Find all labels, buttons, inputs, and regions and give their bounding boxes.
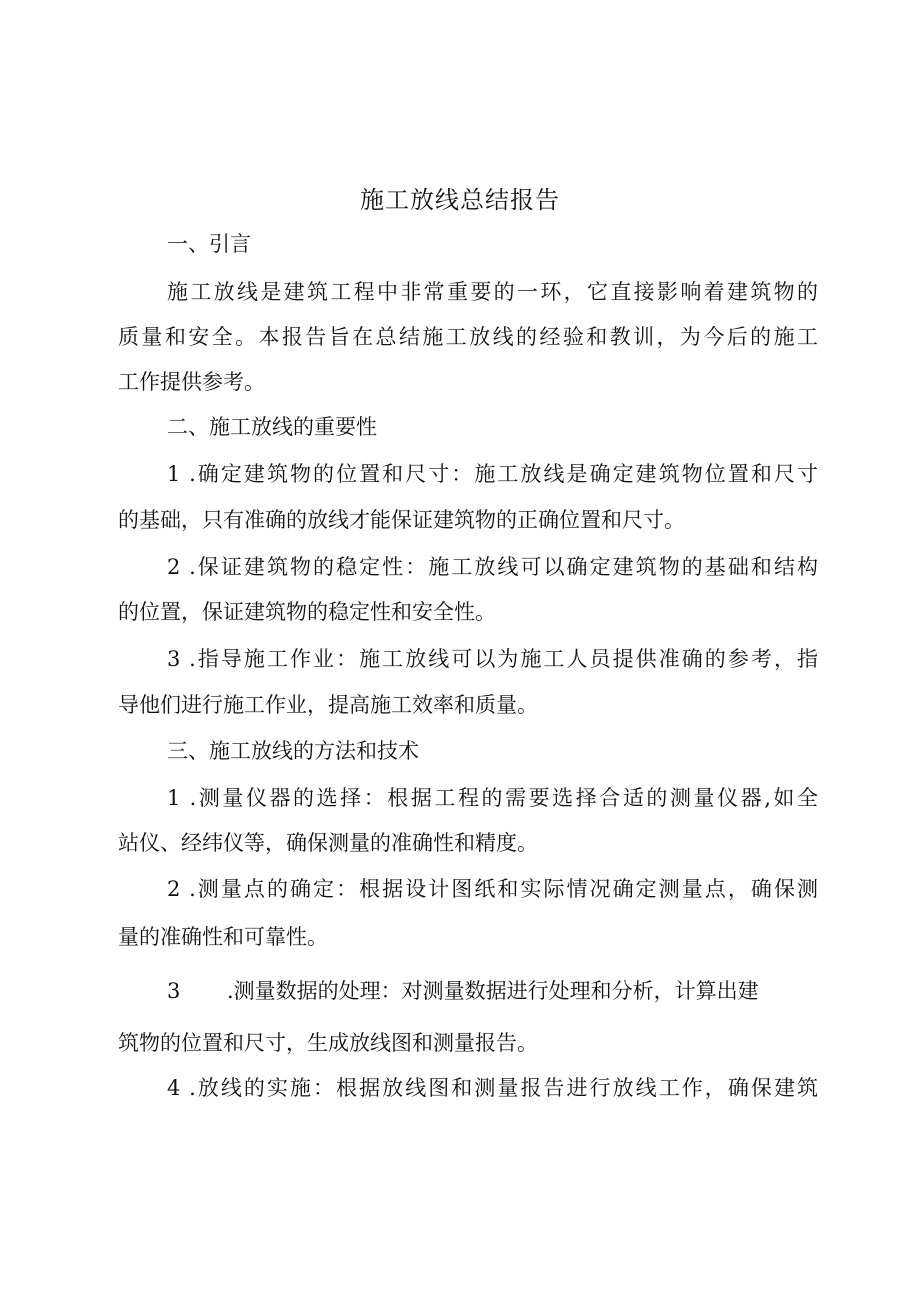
methods-item-3-number: 3 bbox=[167, 979, 181, 1003]
methods-item-2-line-2: 量的准确性和可靠性。 bbox=[118, 925, 328, 949]
methods-item-2-line-1: 2 .测量点的确定：根据设计图纸和实际情况确定测量点，确保测 bbox=[167, 877, 818, 901]
importance-item-2-line-1: 2 .保证建筑物的稳定性：施工放线可以确定建筑物的基础和结构 bbox=[167, 555, 818, 579]
methods-item-3-line-2: 筑物的位置和尺寸，生成放线图和测量报告。 bbox=[118, 1031, 538, 1055]
section-heading-importance: 二、施工放线的重要性 bbox=[167, 415, 377, 439]
methods-item-1-line-2: 站仪、经纬仪等，确保测量的准确性和精度。 bbox=[118, 831, 538, 855]
section-heading-methods: 三、施工放线的方法和技术 bbox=[167, 739, 419, 763]
document-title: 施工放线总结报告 bbox=[360, 186, 560, 214]
methods-item-3-line-1 bbox=[167, 976, 818, 1006]
intro-line-3: 工作提供参考。 bbox=[118, 370, 265, 394]
importance-item-3-line-1: 3 .指导施工作业：施工放线可以为施工人员提供准确的参考，指 bbox=[167, 647, 818, 671]
importance-item-3-line-2: 导他们进行施工作业，提高施工效率和质量。 bbox=[118, 693, 538, 717]
importance-item-1-line-2: 的基础，只有准确的放线才能保证建筑物的正确位置和尺寸。 bbox=[118, 508, 685, 532]
importance-item-1-line-1: 1 .确定建筑物的位置和尺寸：施工放线是确定建筑物位置和尺寸 bbox=[167, 462, 818, 486]
importance-item-2-line-2: 的位置，保证建筑物的稳定性和安全性。 bbox=[118, 600, 496, 624]
section-heading-intro: 一、引言 bbox=[167, 232, 251, 256]
methods-item-4-line-1: 4 .放线的实施：根据放线图和测量报告进行放线工作，确保建筑 bbox=[167, 1076, 818, 1100]
intro-line-2: 质量和安全。本报告旨在总结施工放线的经验和教训，为今后的施工 bbox=[118, 325, 818, 349]
methods-item-1-line-1: 1 .测量仪器的选择：根据工程的需要选择合适的测量仪器,如全 bbox=[167, 786, 818, 810]
methods-item-3-text: .测量数据的处理：对测量数据进行处理和分析，计算出建 bbox=[227, 979, 759, 1003]
intro-line-1: 施工放线是建筑工程中非常重要的一环，它直接影响着建筑物的 bbox=[167, 280, 818, 304]
